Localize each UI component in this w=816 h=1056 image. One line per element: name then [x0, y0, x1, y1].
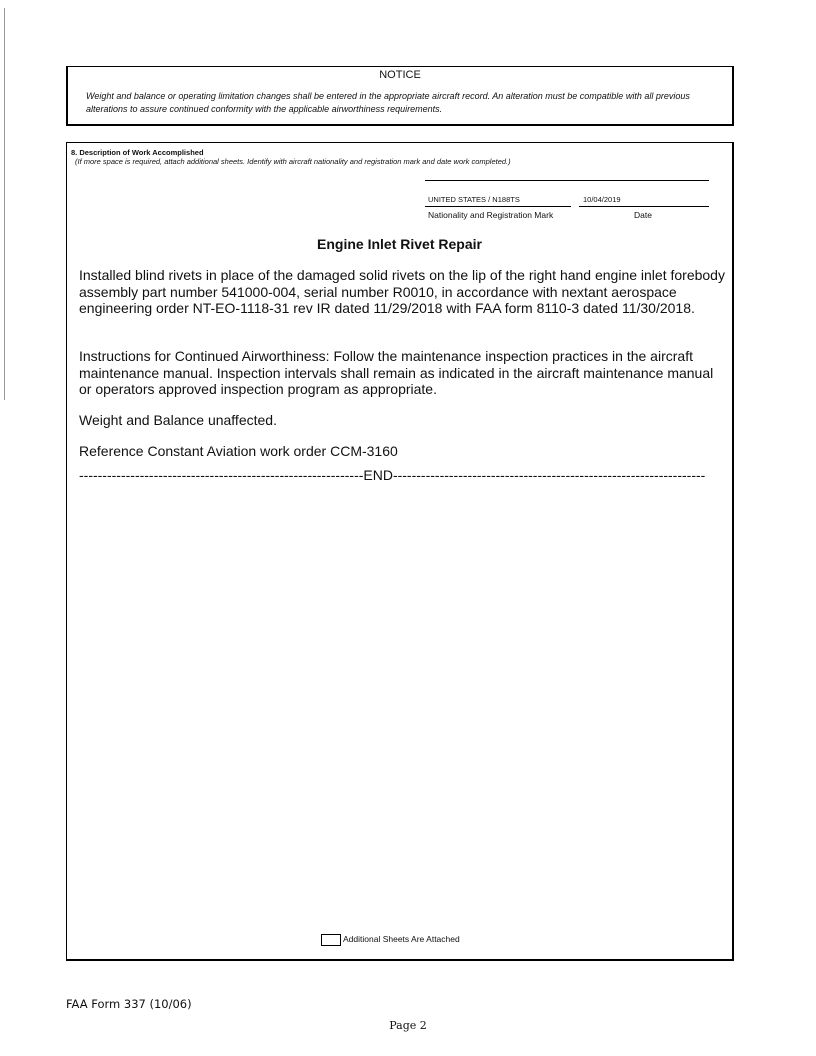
work-paragraph-4: Reference Constant Aviation work order CCM-3160 — [79, 443, 398, 459]
end-marker: -------------------------------------------------------------END------------------------------------------------------------------- — [79, 467, 706, 483]
scan-edge-line — [4, 8, 5, 400]
notice-title: NOTICE — [379, 69, 421, 81]
date-caption: Date — [634, 210, 652, 220]
work-description-section — [66, 142, 734, 961]
nationality-value: UNITED STATES / N188TS — [428, 195, 520, 204]
top-signature-rule — [425, 180, 709, 181]
page-number: Page 2 — [389, 1019, 427, 1032]
additional-sheets-checkbox[interactable] — [321, 934, 341, 946]
section-label: 8. Description of Work Accomplished — [71, 148, 204, 157]
work-paragraph-2: Instructions for Continued Airworthiness: Follow the maintenance inspection practices in the aircraft maintenance manual. Inspection intervals shall remain as indicated in the aircraft maintenance manual or operators approved inspection program as appropriate. — [79, 348, 714, 397]
form-identifier: FAA Form 337 (10/06) — [66, 997, 192, 1011]
additional-sheets-label: Additional Sheets Are Attached — [343, 934, 460, 944]
notice-body: Weight and balance or operating limitation changes shall be entered in the appropriate aircraft record. An alteration must be compatible with all previous alterations to assure continued conformity with the applicable airworthiness requirements. — [86, 91, 690, 114]
notice-box — [66, 66, 734, 126]
section-note: (If more space is required, attach additional sheets. Identify with aircraft nationality and registration mark and date work completed.) — [75, 157, 511, 166]
nationality-rule — [425, 206, 571, 207]
date-value: 10/04/2019 — [583, 195, 621, 204]
work-title: Engine Inlet Rivet Repair — [317, 236, 482, 252]
work-paragraph-1: Installed blind rivets in place of the damaged solid rivets on the lip of the right hand engine inlet forebody assembly part number 541000-004, serial number R0010, in accordance with nextant aerospace engineering order NT-EO-1118-31 rev IR dated 11/29/2018 with FAA form 8110-3 dated 11/30/2018. — [79, 267, 725, 316]
work-paragraph-3: Weight and Balance unaffected. — [79, 412, 277, 428]
date-rule — [579, 206, 709, 207]
nationality-caption: Nationality and Registration Mark — [428, 210, 554, 220]
